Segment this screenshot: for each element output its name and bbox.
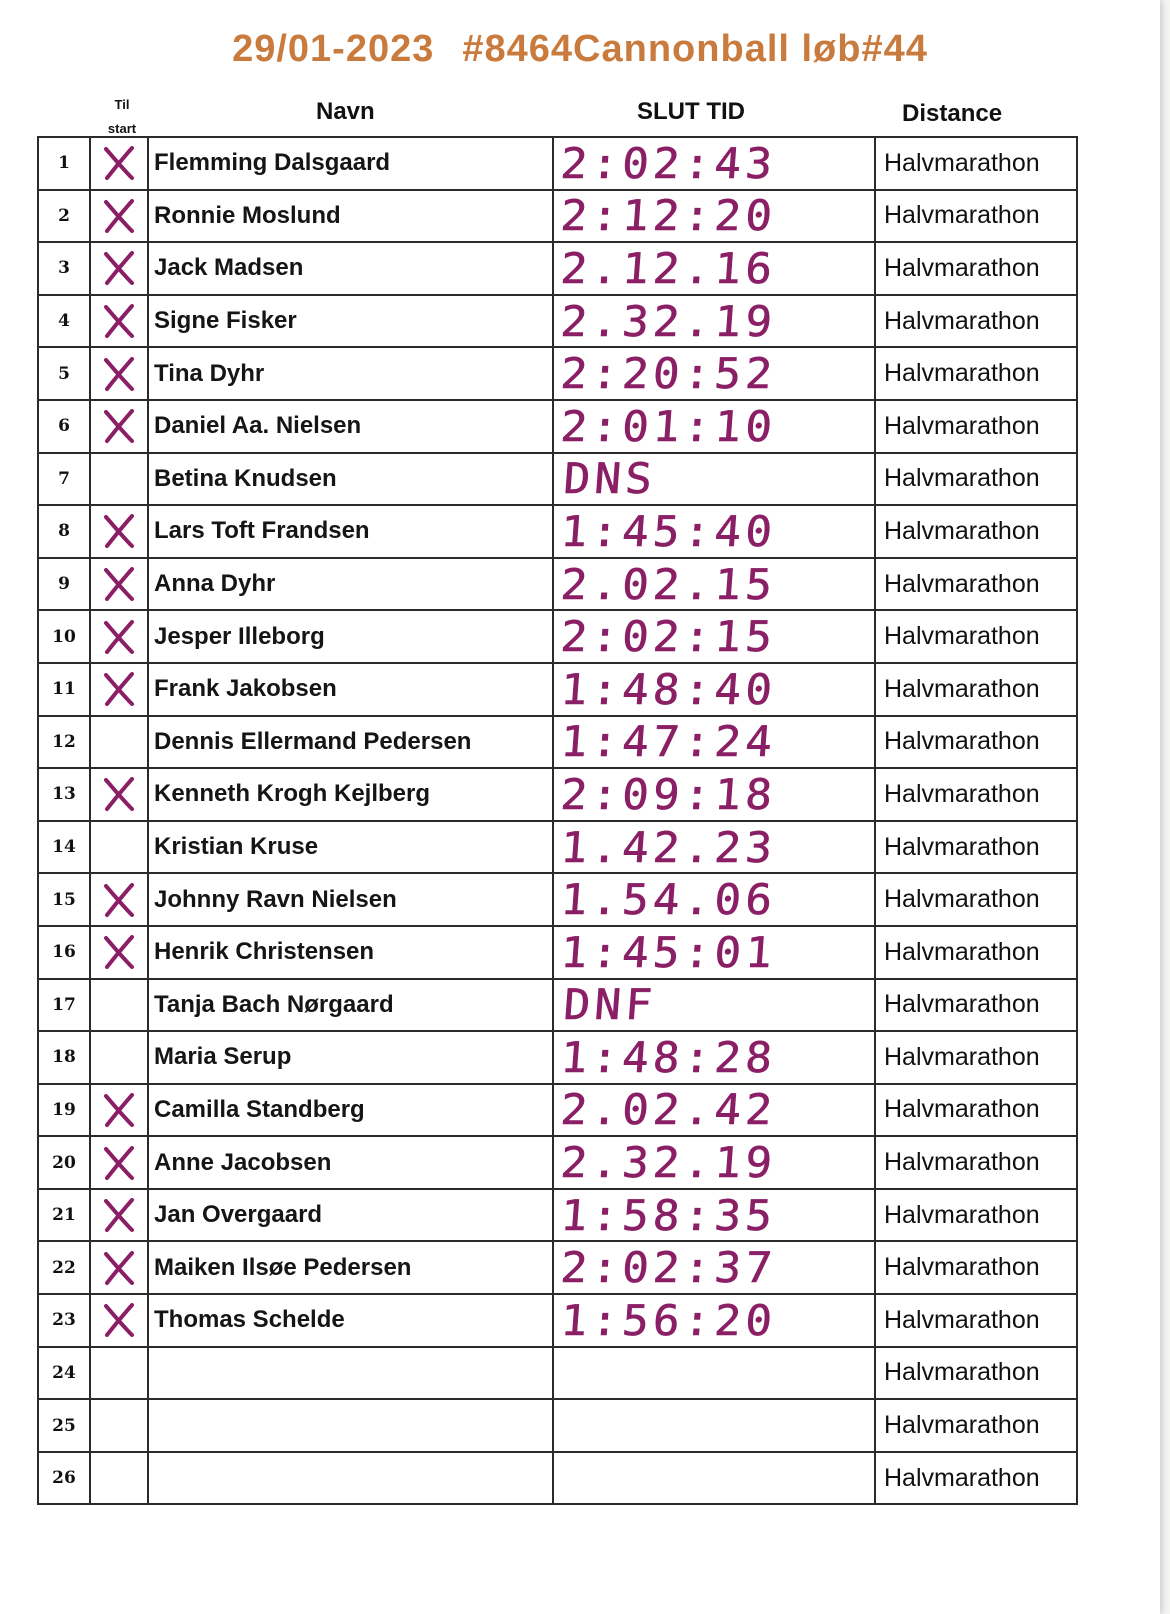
table-row xyxy=(38,1452,1077,1505)
distance-cell: Halvmarathon xyxy=(875,610,1077,663)
row-number: 7 xyxy=(38,453,90,506)
finish-time-cell xyxy=(553,979,875,1032)
row-number: 14 xyxy=(38,821,90,874)
start-check-cell xyxy=(90,1294,148,1347)
finish-time-cell xyxy=(553,1189,875,1242)
finish-time-cell xyxy=(553,558,875,611)
start-check-cell xyxy=(90,137,148,190)
start-check-cell xyxy=(90,347,148,400)
finish-time: 2.12.16 xyxy=(559,243,778,293)
finish-time-cell xyxy=(553,1399,875,1452)
header-til-line: Til xyxy=(114,97,130,112)
distance-cell: Halvmarathon xyxy=(875,242,1077,295)
row-number: 13 xyxy=(38,768,90,821)
row-number: 9 xyxy=(38,558,90,611)
table-row xyxy=(38,1031,1077,1084)
distance-cell: Halvmarathon xyxy=(875,1399,1077,1452)
start-check-cell xyxy=(90,979,148,1032)
distance-cell: Halvmarathon xyxy=(875,1294,1077,1347)
distance-cell: Halvmarathon xyxy=(875,1452,1077,1505)
check-mark-icon xyxy=(99,564,139,604)
header-distance: Distance xyxy=(902,100,1003,127)
finish-time-cell xyxy=(553,663,875,716)
event-date: 29/01-2023 xyxy=(232,28,435,70)
distance-cell: Halvmarathon xyxy=(875,1084,1077,1137)
finish-time: DNF xyxy=(562,980,658,1030)
runner-name xyxy=(148,1452,553,1505)
check-mark-icon xyxy=(99,880,139,920)
table-row xyxy=(38,716,1077,769)
table-row xyxy=(38,610,1077,663)
finish-time-cell xyxy=(553,242,875,295)
runner-name: Henrik Christensen xyxy=(148,926,553,979)
check-mark-icon xyxy=(99,143,139,183)
distance-cell: Halvmarathon xyxy=(875,979,1077,1032)
check-mark-icon xyxy=(99,932,139,972)
runner-name: Flemming Dalsgaard xyxy=(148,137,553,190)
table-row xyxy=(38,1294,1077,1347)
table-row xyxy=(38,190,1077,243)
table-row xyxy=(38,926,1077,979)
row-number: 15 xyxy=(38,873,90,926)
start-check-cell xyxy=(90,1084,148,1137)
runner-name: Lars Toft Frandsen xyxy=(148,505,553,558)
row-number: 25 xyxy=(38,1399,90,1452)
finish-time-cell xyxy=(553,1084,875,1137)
finish-time-cell xyxy=(553,505,875,558)
table-row xyxy=(38,821,1077,874)
runner-name: Anna Dyhr xyxy=(148,558,553,611)
finish-time: 2.32.19 xyxy=(559,1138,778,1188)
start-check-cell xyxy=(90,821,148,874)
table-row xyxy=(38,453,1077,506)
table-row xyxy=(38,558,1077,611)
runner-name: Camilla Standberg xyxy=(148,1084,553,1137)
table-row xyxy=(38,242,1077,295)
row-number: 5 xyxy=(38,347,90,400)
distance-cell: Halvmarathon xyxy=(875,926,1077,979)
finish-time-cell xyxy=(553,873,875,926)
runner-name: Johnny Ravn Nielsen xyxy=(148,873,553,926)
finish-time-cell xyxy=(553,1136,875,1189)
distance-cell: Halvmarathon xyxy=(875,558,1077,611)
start-check-cell xyxy=(90,190,148,243)
table-row xyxy=(38,295,1077,348)
finish-time-cell xyxy=(553,716,875,769)
start-check-cell xyxy=(90,1452,148,1505)
finish-time: 2:01:10 xyxy=(559,401,778,451)
finish-time: 1:47:24 xyxy=(559,717,778,767)
results-table xyxy=(37,136,1078,1505)
start-check-cell xyxy=(90,505,148,558)
finish-time: 2:09:18 xyxy=(559,769,778,819)
runner-name: Tina Dyhr xyxy=(148,347,553,400)
finish-time-cell xyxy=(553,137,875,190)
runner-name: Kristian Kruse xyxy=(148,821,553,874)
finish-time: 1:48:28 xyxy=(559,1032,778,1082)
runner-name: Jan Overgaard xyxy=(148,1189,553,1242)
start-check-cell xyxy=(90,663,148,716)
check-mark-icon xyxy=(99,774,139,814)
check-mark-icon xyxy=(99,617,139,657)
finish-time-cell xyxy=(553,926,875,979)
runner-name: Maria Serup xyxy=(148,1031,553,1084)
check-mark-icon xyxy=(99,669,139,709)
check-mark-icon xyxy=(99,1300,139,1340)
page-title xyxy=(0,28,1160,71)
finish-time-cell xyxy=(553,1452,875,1505)
results-table-body xyxy=(38,137,1077,1504)
check-mark-icon xyxy=(99,196,139,236)
start-check-cell xyxy=(90,453,148,506)
start-check-cell xyxy=(90,400,148,453)
start-check-cell xyxy=(90,1189,148,1242)
finish-time: 2:12:20 xyxy=(559,191,778,241)
row-number: 22 xyxy=(38,1241,90,1294)
row-number: 17 xyxy=(38,979,90,1032)
runner-name: Thomas Schelde xyxy=(148,1294,553,1347)
table-row xyxy=(38,873,1077,926)
finish-time-cell xyxy=(553,1347,875,1400)
start-check-cell xyxy=(90,873,148,926)
row-number: 16 xyxy=(38,926,90,979)
finish-time-cell xyxy=(553,1241,875,1294)
check-mark-icon xyxy=(99,354,139,394)
row-number: 20 xyxy=(38,1136,90,1189)
start-check-cell xyxy=(90,926,148,979)
distance-cell: Halvmarathon xyxy=(875,1347,1077,1400)
row-number: 3 xyxy=(38,242,90,295)
header-slut-tid: SLUT TID xyxy=(637,98,745,125)
header-navn: Navn xyxy=(316,98,375,125)
check-mark-icon xyxy=(99,1248,139,1288)
table-row xyxy=(38,1241,1077,1294)
distance-cell: Halvmarathon xyxy=(875,347,1077,400)
start-check-cell xyxy=(90,1031,148,1084)
row-number: 4 xyxy=(38,295,90,348)
row-number: 19 xyxy=(38,1084,90,1137)
table-row xyxy=(38,663,1077,716)
start-check-cell xyxy=(90,242,148,295)
row-number: 6 xyxy=(38,400,90,453)
table-row xyxy=(38,400,1077,453)
start-check-cell xyxy=(90,1399,148,1452)
finish-time: 2.02.42 xyxy=(559,1085,778,1135)
start-check-cell xyxy=(90,1136,148,1189)
table-row xyxy=(38,137,1077,190)
runner-name: Kenneth Krogh Kejlberg xyxy=(148,768,553,821)
finish-time-cell xyxy=(553,610,875,663)
row-number: 1 xyxy=(38,137,90,190)
distance-cell: Halvmarathon xyxy=(875,453,1077,506)
distance-cell: Halvmarathon xyxy=(875,873,1077,926)
finish-time: 1:56:20 xyxy=(559,1295,778,1345)
distance-cell: Halvmarathon xyxy=(875,1136,1077,1189)
distance-cell: Halvmarathon xyxy=(875,190,1077,243)
distance-cell: Halvmarathon xyxy=(875,400,1077,453)
row-number: 23 xyxy=(38,1294,90,1347)
check-mark-icon xyxy=(99,406,139,446)
runner-name: Anne Jacobsen xyxy=(148,1136,553,1189)
finish-time-cell xyxy=(553,347,875,400)
start-check-cell xyxy=(90,768,148,821)
table-row xyxy=(38,347,1077,400)
runner-name: Jesper Illeborg xyxy=(148,610,553,663)
row-number: 8 xyxy=(38,505,90,558)
header-til-start xyxy=(92,93,152,141)
check-mark-icon xyxy=(99,248,139,288)
header-start-line: start xyxy=(107,121,137,136)
table-row xyxy=(38,979,1077,1032)
runner-name: Betina Knudsen xyxy=(148,453,553,506)
table-row xyxy=(38,1136,1077,1189)
distance-cell: Halvmarathon xyxy=(875,663,1077,716)
distance-cell: Halvmarathon xyxy=(875,1189,1077,1242)
finish-time: 2.32.19 xyxy=(559,296,778,346)
start-check-cell xyxy=(90,1241,148,1294)
finish-time-cell xyxy=(553,1294,875,1347)
finish-time: 2:02:15 xyxy=(559,612,778,662)
finish-time-cell xyxy=(553,1031,875,1084)
row-number: 26 xyxy=(38,1452,90,1505)
runner-name: Tanja Bach Nørgaard xyxy=(148,979,553,1032)
row-number: 18 xyxy=(38,1031,90,1084)
finish-time: 2:02:43 xyxy=(559,138,778,188)
check-mark-icon xyxy=(99,511,139,551)
finish-time: 2:20:52 xyxy=(559,349,778,399)
row-number: 10 xyxy=(38,610,90,663)
row-number: 12 xyxy=(38,716,90,769)
distance-cell: Halvmarathon xyxy=(875,768,1077,821)
finish-time: 1.54.06 xyxy=(559,875,778,925)
check-mark-icon xyxy=(99,1143,139,1183)
runner-name: Dennis Ellermand Pedersen xyxy=(148,716,553,769)
distance-cell: Halvmarathon xyxy=(875,505,1077,558)
finish-time: 1:58:35 xyxy=(559,1190,778,1240)
runner-name: Daniel Aa. Nielsen xyxy=(148,400,553,453)
finish-time: 1:45:01 xyxy=(559,927,778,977)
distance-cell: Halvmarathon xyxy=(875,137,1077,190)
distance-cell: Halvmarathon xyxy=(875,716,1077,769)
table-row xyxy=(38,1189,1077,1242)
finish-time: 2:02:37 xyxy=(559,1243,778,1293)
row-number: 11 xyxy=(38,663,90,716)
event-name: #8464Cannonball løb#44 xyxy=(462,28,928,70)
check-mark-icon xyxy=(99,1195,139,1235)
runner-name xyxy=(148,1347,553,1400)
runner-name: Signe Fisker xyxy=(148,295,553,348)
finish-time: 1.42.23 xyxy=(559,822,778,872)
finish-time: 2.02.15 xyxy=(559,559,778,609)
table-row xyxy=(38,1399,1077,1452)
distance-cell: Halvmarathon xyxy=(875,1031,1077,1084)
runner-name: Frank Jakobsen xyxy=(148,663,553,716)
start-check-cell xyxy=(90,610,148,663)
finish-time-cell xyxy=(553,295,875,348)
distance-cell: Halvmarathon xyxy=(875,821,1077,874)
distance-cell: Halvmarathon xyxy=(875,1241,1077,1294)
runner-name: Jack Madsen xyxy=(148,242,553,295)
finish-time-cell xyxy=(553,821,875,874)
distance-cell: Halvmarathon xyxy=(875,295,1077,348)
table-row xyxy=(38,768,1077,821)
table-row xyxy=(38,505,1077,558)
table-row xyxy=(38,1347,1077,1400)
finish-time: DNS xyxy=(562,454,658,504)
row-number: 21 xyxy=(38,1189,90,1242)
finish-time-cell xyxy=(553,453,875,506)
start-check-cell xyxy=(90,558,148,611)
start-check-cell xyxy=(90,716,148,769)
row-number: 24 xyxy=(38,1347,90,1400)
row-number: 2 xyxy=(38,190,90,243)
finish-time-cell xyxy=(553,768,875,821)
start-check-cell xyxy=(90,1347,148,1400)
table-row xyxy=(38,1084,1077,1137)
check-mark-icon xyxy=(99,301,139,341)
finish-time-cell xyxy=(553,190,875,243)
runner-name xyxy=(148,1399,553,1452)
runner-name: Ronnie Moslund xyxy=(148,190,553,243)
finish-time: 1:45:40 xyxy=(559,506,778,556)
finish-time-cell xyxy=(553,400,875,453)
finish-time: 1:48:40 xyxy=(559,664,778,714)
start-check-cell xyxy=(90,295,148,348)
runner-name: Maiken Ilsøe Pedersen xyxy=(148,1241,553,1294)
check-mark-icon xyxy=(99,1090,139,1130)
